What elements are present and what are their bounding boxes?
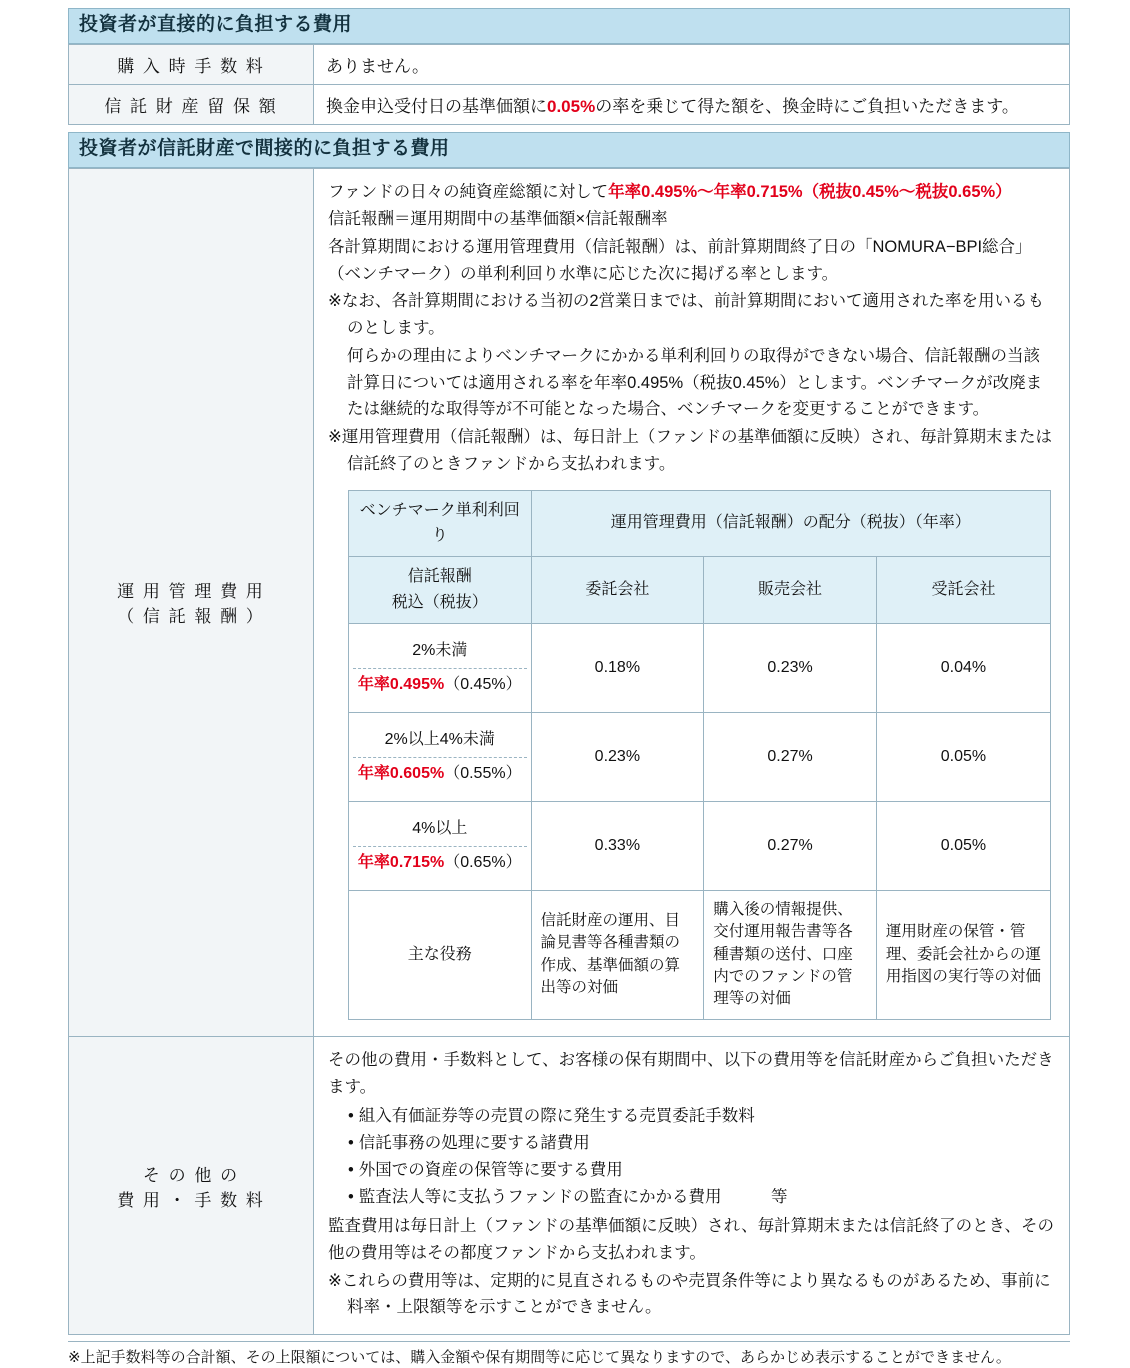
indirect-cost-table	[68, 168, 1070, 1336]
benchmark-tier-2-label: 2%以上4%未満	[353, 719, 527, 758]
table-row	[349, 624, 1051, 713]
benchmark-tier-3-fee	[353, 847, 527, 884]
table-row	[69, 84, 1070, 124]
footnote: ※上記手数料等の合計額、その上限額については、購入金額や保有期間等に応じて異なりますので、あらかじめ表示することができません。	[68, 1341, 1070, 1368]
table-row	[349, 801, 1051, 890]
header-benchmark-yield: ベンチマーク単利利回り	[349, 490, 532, 557]
benchmark-tier-2-fee	[353, 758, 527, 795]
table-header-row	[349, 490, 1051, 557]
tier-3-fee-plain: （0.65%）	[444, 853, 522, 871]
list-item: • 外国での資産の保管等に要する費用	[328, 1157, 1055, 1184]
cell-benchmark-tier-3	[349, 801, 532, 890]
cell-benchmark-tier-2	[349, 712, 532, 801]
retention-text-post: の率を乗じて得た額を、換金時にご負担いただきます。	[595, 96, 1019, 116]
row-value-purchase-fee	[314, 44, 1070, 84]
benchmark-tier-3-label: 4%以上	[353, 808, 527, 847]
table-row	[349, 712, 1051, 801]
other-p2: 監査費用は毎日計上（ファンドの基準価額に反映）され、毎計算期末または信託終了のとき、その他の費用等はその都度ファンドから支払われます。	[328, 1217, 1054, 1262]
management-label-line1: 運 用 管 理 費 用	[117, 582, 265, 602]
cell-tier-3-trustee: 0.05%	[876, 801, 1050, 890]
benchmark-tier-1-label: 2%未満	[353, 630, 527, 669]
management-p6: ※運用管理費用（信託報酬）は、毎日計上（ファンドの基準価額に反映）され、毎計算期末または信託終了のときファンドから支払われます。	[328, 428, 1052, 473]
header-management-company: 委託会社	[531, 557, 704, 624]
header-trustee: 受託会社	[876, 557, 1050, 624]
row-value-other-fees	[314, 1036, 1070, 1334]
other-label-line2: 費 用 ・ 手 数 料	[117, 1190, 265, 1210]
table-row-other-fees	[69, 1036, 1070, 1334]
table-row	[69, 44, 1070, 84]
tier-2-fee-red: 年率0.605%	[357, 764, 445, 782]
management-p5: 何らかの理由によりベンチマークにかかる単利利回りの取得ができない場合、信託報酬の当該計算日については適用される率を年率0.495%（税抜0.45%）とします。ベンチマークが改廃または継続的な取得等が不可能となった場合、ベンチマークを変更することができます。	[347, 346, 1043, 419]
management-p4: ※なお、各計算期間における当初の2営業日までは、前計算期間において適用された率を用いるものとします。	[328, 292, 1045, 338]
benchmark-tier-1-fee	[353, 669, 527, 706]
cell-tier-2-management-company: 0.23%	[531, 712, 704, 801]
header-trust-fee	[349, 557, 532, 624]
cell-tier-2-trustee: 0.05%	[876, 712, 1050, 801]
other-label-line1: そ の 他 の	[142, 1165, 240, 1185]
header-fee-allocation: 運用管理費用（信託報酬）の配分（税抜）（年率）	[531, 490, 1050, 557]
management-label-line2: （ 信 託 報 酬 ）	[117, 607, 265, 627]
row-value-retention-amount	[314, 84, 1070, 124]
management-p1-pre: ファンドの日々の純資産総額に対して	[328, 182, 609, 201]
section-heading-direct: 投資者が直接的に負担する費用	[68, 8, 1070, 44]
row-label-other-fees	[69, 1036, 314, 1334]
other-p1: その他の費用・手数料として、お客様の保有期間中、以下の費用等を信託財産からご負担いただきます。	[328, 1050, 1054, 1096]
other-fee-bullet-list	[328, 1103, 1055, 1210]
cell-tier-3-management-company: 0.33%	[531, 801, 704, 890]
cell-role-trustee: 運用財産の保管・管理、委託会社からの運用指図の実行等の対価	[876, 890, 1050, 1019]
management-p2: 信託報酬＝運用期間中の基準価額×信託報酬率	[328, 210, 668, 229]
section-heading-indirect: 投資者が信託財産で間接的に負担する費用	[68, 132, 1070, 168]
tier-1-fee-red: 年率0.495%	[357, 676, 445, 694]
list-item: • 組入有価証券等の売買の際に発生する売買委託手数料	[328, 1103, 1055, 1130]
row-label-management-fee	[69, 168, 314, 1036]
purchase-fee-text: ありません。	[326, 56, 430, 76]
tier-3-fee-red: 年率0.715%	[357, 853, 445, 871]
fee-disclosure-page	[0, 8, 1130, 1368]
table-row-roles	[349, 890, 1051, 1019]
tier-1-fee-plain: （0.45%）	[444, 676, 522, 694]
content-wrapper	[68, 8, 1070, 1335]
retention-text-pre: 換金申込受付日の基準価額に	[326, 96, 547, 116]
row-label-retention-amount: 信 託 財 産 留 保 額	[69, 84, 314, 124]
other-p3: ※これらの費用等は、定期的に見直されるものや売買条件等により異なるものがあるため、事前に料率・上限額等を示すことができません。	[328, 1271, 1051, 1317]
cell-tier-1-distributor: 0.23%	[704, 624, 877, 713]
cell-tier-1-trustee: 0.04%	[876, 624, 1050, 713]
list-item: • 信託事務の処理に要する諸費用	[328, 1130, 1055, 1157]
cell-tier-3-distributor: 0.27%	[704, 801, 877, 890]
row-value-management-fee	[314, 168, 1070, 1036]
management-fee-rate-range: 年率0.495%〜年率0.715%（税抜0.45%〜税抜0.65%）	[608, 182, 1012, 201]
benchmark-fee-breakdown-table	[348, 490, 1051, 1020]
header-distributor: 販売会社	[704, 557, 877, 624]
cell-benchmark-tier-1	[349, 624, 532, 713]
tier-2-fee-plain: （0.55%）	[444, 764, 522, 782]
cell-role-management-company: 信託財産の運用、目論見書等各種書類の作成、基準価額の算出等の対価	[531, 890, 704, 1019]
cell-tier-2-distributor: 0.27%	[704, 712, 877, 801]
cell-tier-1-management-company: 0.18%	[531, 624, 704, 713]
table-row-management-fee	[69, 168, 1070, 1036]
header-trust-fee-line2: 税込（税抜）	[391, 594, 488, 612]
direct-cost-table	[68, 44, 1070, 125]
table-subheader-row	[349, 557, 1051, 624]
cell-role-distributor: 購入後の情報提供、交付運用報告書等各種書類の送付、口座内でのファンドの管理等の対価	[704, 890, 877, 1019]
management-p1	[328, 179, 1055, 206]
row-label-purchase-fee: 購 入 時 手 数 料	[69, 44, 314, 84]
cell-role-label: 主な役務	[349, 890, 532, 1019]
retention-rate: 0.05%	[547, 96, 596, 116]
header-trust-fee-line1: 信託報酬	[407, 568, 472, 586]
management-p3: 各計算期間における運用管理費用（信託報酬）は、前計算期間終了日の「NOMURA−BPI総合」（ベンチマーク）の単利利回り水準に応じた次に掲げる率とします。	[328, 238, 1032, 283]
list-item: • 監査法人等に支払うファンドの監査にかかる費用 等	[328, 1184, 1055, 1211]
